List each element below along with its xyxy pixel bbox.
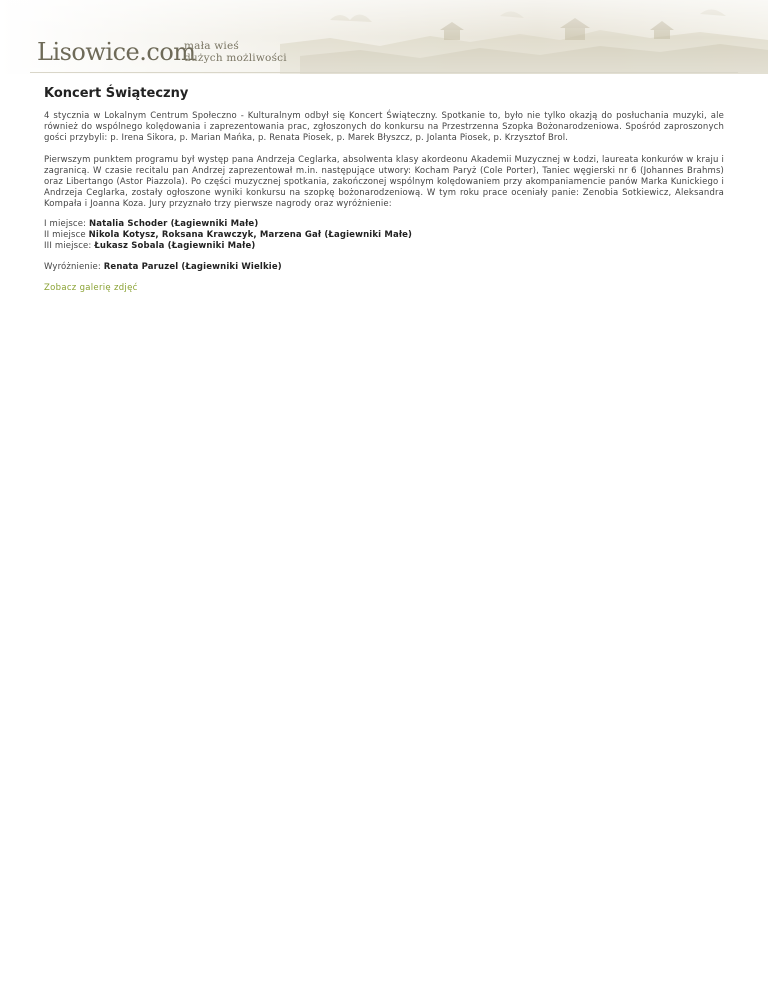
site-header bbox=[0, 0, 768, 74]
results-list bbox=[44, 219, 724, 252]
result-place-3: III miejsce: bbox=[44, 241, 95, 251]
distinction-label: Wyróżnienie: bbox=[44, 262, 104, 272]
result-winner-2: Nikola Kotysz, Roksana Krawczyk, Marzena Gał (Łagiewniki Małe) bbox=[88, 230, 413, 240]
result-winner-3: Łukasz Sobala (Łagiewniki Małe) bbox=[94, 241, 256, 251]
site-logo[interactable]: Lisowice.com bbox=[37, 38, 196, 66]
header-divider bbox=[30, 72, 738, 73]
result-winner-1: Natalia Schoder (Łagiewniki Małe) bbox=[89, 219, 259, 229]
site-tagline bbox=[184, 40, 287, 64]
distinction-winner: Renata Paruzel (Łagiewniki Wielkie) bbox=[103, 262, 282, 272]
result-place-1: I miejsce: bbox=[44, 219, 89, 229]
distinction bbox=[44, 262, 724, 273]
article-paragraph-1: 4 stycznia w Lokalnym Centrum Społeczno - Kulturalnym odbył się Koncert Świąteczny. Spotkanie to, było nie tylko okazją do posłuchania muzyki, ale również do wspólnego kolędowania i zaprezentowania prac, zgłoszonych do konkursu na Przestrzenna Szopka Bożonarodzeniowa. Spośród zaproszonych gości przybyli: p. Irena Sikora, p. Marian Mańka, p. Renata Piosek, p. Marek Błyszcz, p. Jolanta Piosek, p. Krzysztof Brol. bbox=[44, 111, 724, 143]
article bbox=[44, 86, 724, 294]
result-place-2: II miejsce bbox=[44, 230, 89, 240]
tagline-line-2: dużych możliwości bbox=[184, 52, 287, 64]
tagline-line-1: mała wieś bbox=[184, 40, 239, 52]
article-paragraph-2: Pierwszym punktem programu był występ pana Andrzeja Ceglarka, absolwenta klasy akordeonu Akademii Muzycznej w Łodzi, laureata konkurów w kraju i zagranicą. W czasie recitalu pan Andrzej zaprezentował m.in. następujące utwory: Kocham Paryż (Cole Porter), Taniec węgierski nr 6 (Johannes Brahms) oraz Libertango (Astor Piazzola). Po części muzycznej spotkania, zakończonej wspólnym kolędowaniem przy akompaniamencie panów Marka Kunickiego i Andrzeja Ceglarka, zostały ogłoszone wyniki konkursu na szopkę bożonarodzeniową. W tym roku prace oceniały panie: Zenobia Sotkiewicz, Aleksandra Kompała i Joanna Koza. Jury przyznało trzy pierwsze nagrody oraz wyróżnienie: bbox=[44, 155, 724, 209]
gallery-link[interactable]: Zobacz galerię zdjęć bbox=[44, 283, 138, 293]
article-title: Koncert Świąteczny bbox=[44, 86, 189, 101]
